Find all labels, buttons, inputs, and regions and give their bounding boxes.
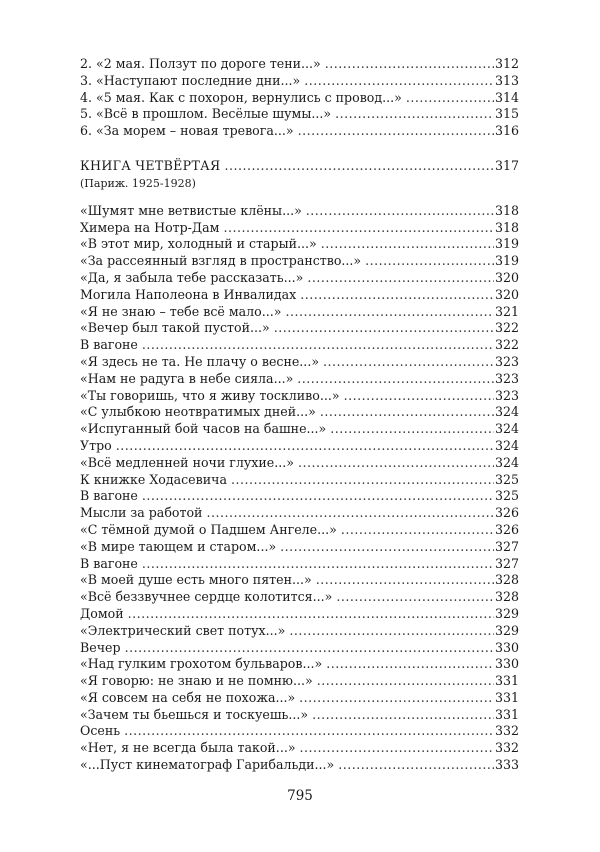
dot-leader bbox=[338, 757, 494, 774]
dot-leader bbox=[298, 123, 494, 140]
toc-entry-page: 320 bbox=[494, 286, 519, 302]
toc-entry bbox=[80, 337, 519, 354]
toc-entry-page: 332 bbox=[494, 740, 519, 756]
toc-entry-page: 328 bbox=[494, 589, 519, 605]
toc-entry-title: «Ты говоришь, что я живу тоскливо...» bbox=[80, 387, 340, 403]
dot-leader bbox=[326, 656, 494, 673]
toc-entry-title: Домой bbox=[80, 605, 124, 621]
dot-leader bbox=[300, 287, 494, 304]
toc-entry-page: 322 bbox=[494, 337, 519, 353]
toc-entry-page: 323 bbox=[494, 370, 519, 386]
toc-entry bbox=[80, 270, 519, 287]
toc-entry-title: «Я здесь не та. Не плачу о весне...» bbox=[80, 353, 320, 369]
toc-entry bbox=[80, 56, 519, 73]
toc-entry-title: 4. «5 мая. Как с похорон, вернулись с провод...» bbox=[80, 89, 402, 105]
toc-entry bbox=[80, 690, 519, 707]
toc-entry-title: «Всё беззвучнее сердце колотится...» bbox=[80, 589, 333, 605]
toc-entry bbox=[80, 371, 519, 388]
toc-entry-title: «В мире тающем и старом...» bbox=[80, 538, 277, 554]
table-of-contents bbox=[80, 56, 519, 774]
dot-leader bbox=[323, 354, 494, 371]
toc-entry-title: «Испуганный бой часов на башне...» bbox=[80, 421, 327, 437]
toc-entry-title: 6. «За морем – новая тревога...» bbox=[80, 123, 294, 139]
toc-entry-page: 313 bbox=[494, 72, 519, 88]
toc-entry-title: «С улыбкою неотвратимых дней...» bbox=[80, 404, 316, 420]
toc-entry-title: «Я совсем на себя не похожа...» bbox=[80, 689, 296, 705]
dot-leader bbox=[125, 640, 494, 657]
toc-entry-title: 5. «Всё в прошлом. Весёлые шумы...» bbox=[80, 106, 332, 122]
toc-entry bbox=[80, 455, 519, 472]
toc-entry-page: 325 bbox=[494, 488, 519, 504]
dot-leader bbox=[223, 220, 493, 237]
toc-entry-page: 323 bbox=[494, 353, 519, 369]
toc-entry bbox=[80, 421, 519, 438]
toc-entry-title: «Шумят мне ветвистые клёны...» bbox=[80, 202, 302, 218]
toc-entry-page: 319 bbox=[494, 253, 519, 269]
toc-entry-page: 331 bbox=[494, 673, 519, 689]
toc-entry-title: «Вечер был такой пустой...» bbox=[80, 320, 270, 336]
toc-entry-title: «Я не знаю – тебе всё мало...» bbox=[80, 303, 282, 319]
dot-leader bbox=[297, 371, 494, 388]
toc-entry-page: 329 bbox=[494, 622, 519, 638]
dot-leader bbox=[280, 539, 494, 556]
dot-leader bbox=[128, 606, 494, 623]
toc-entry-page: 318 bbox=[494, 219, 519, 235]
toc-entry bbox=[80, 572, 519, 589]
dot-leader bbox=[142, 337, 494, 354]
dot-leader bbox=[224, 158, 494, 175]
toc-entry-title: «С тёмной думой о Падшем Ангеле...» bbox=[80, 521, 337, 537]
toc-entry bbox=[80, 505, 519, 522]
toc-entry bbox=[80, 438, 519, 455]
toc-entry-page: 314 bbox=[494, 89, 519, 105]
toc-entry-page: 327 bbox=[494, 555, 519, 571]
toc-entry-title: «Электрический свет потух...» bbox=[80, 622, 286, 638]
toc-entry-page: 319 bbox=[494, 236, 519, 252]
toc-entry bbox=[80, 220, 519, 237]
toc-entry bbox=[80, 106, 519, 123]
dot-leader bbox=[289, 623, 494, 640]
dot-leader bbox=[206, 505, 494, 522]
toc-entry-page: 326 bbox=[494, 505, 519, 521]
toc-entry-title: Утро bbox=[80, 437, 112, 453]
toc-entry-page: 324 bbox=[494, 421, 519, 437]
toc-entry-title: «В этот мир, холодный и старый...» bbox=[80, 236, 317, 252]
dot-leader bbox=[124, 723, 494, 740]
toc-entry bbox=[80, 640, 519, 657]
dot-leader bbox=[316, 572, 494, 589]
toc-entry-page: 324 bbox=[494, 454, 519, 470]
toc-entry bbox=[80, 488, 519, 505]
toc-entry-page: 318 bbox=[494, 202, 519, 218]
toc-entry-title: «Всё медленней ночи глухие...» bbox=[80, 454, 294, 470]
toc-entry-page: 329 bbox=[494, 605, 519, 621]
toc-entry-page: 320 bbox=[494, 269, 519, 285]
dot-leader bbox=[335, 106, 494, 123]
dot-leader bbox=[307, 270, 494, 287]
toc-entry bbox=[80, 723, 519, 740]
toc-entry-page: 316 bbox=[494, 123, 519, 139]
toc-entry bbox=[80, 203, 519, 220]
toc-entry-page: 327 bbox=[494, 538, 519, 554]
toc-section-previous-book bbox=[80, 56, 519, 140]
toc-entry-title: К книжке Ходасевича bbox=[80, 471, 227, 487]
toc-entry-title: Химера на Нотр-Дам bbox=[80, 219, 220, 235]
dot-leader bbox=[231, 472, 494, 489]
dot-leader bbox=[285, 304, 494, 321]
dot-leader bbox=[325, 56, 494, 73]
toc-entry bbox=[80, 472, 519, 489]
toc-entry-page: 325 bbox=[494, 471, 519, 487]
dot-leader bbox=[330, 421, 494, 438]
toc-entry-page: 331 bbox=[494, 689, 519, 705]
dot-leader bbox=[298, 455, 494, 472]
toc-entry-page: 324 bbox=[494, 404, 519, 420]
dot-leader bbox=[317, 673, 494, 690]
toc-entry-page: 312 bbox=[494, 56, 519, 71]
toc-entry-title: В вагоне bbox=[80, 488, 138, 504]
toc-entry bbox=[80, 522, 519, 539]
toc-entry-title: Мысли за работой bbox=[80, 505, 203, 521]
toc-entry-title: Могила Наполеона в Инвалидах bbox=[80, 286, 297, 302]
toc-entry bbox=[80, 757, 519, 774]
toc-entry-page: 331 bbox=[494, 706, 519, 722]
toc-entry-title: В вагоне bbox=[80, 555, 138, 571]
toc-entry bbox=[80, 388, 519, 405]
toc-entry bbox=[80, 539, 519, 556]
toc-entry bbox=[80, 253, 519, 270]
book-title: КНИГА ЧЕТВЁРТАЯ bbox=[80, 157, 221, 173]
dot-leader bbox=[312, 707, 494, 724]
toc-entry-page: 332 bbox=[494, 723, 519, 739]
toc-entry-title: «Над гулким грохотом бульваров...» bbox=[80, 656, 323, 672]
toc-entry-title: Осень bbox=[80, 723, 121, 739]
dot-leader bbox=[365, 253, 494, 270]
toc-entry-page: 326 bbox=[494, 521, 519, 537]
toc-entry bbox=[80, 354, 519, 371]
book-subtitle: (Париж. 1925-1928) bbox=[80, 176, 196, 190]
page-number: 795 bbox=[287, 788, 313, 804]
dot-leader bbox=[406, 90, 494, 107]
dot-leader bbox=[142, 556, 494, 573]
toc-entry-title: «Зачем ты бьешься и тоскуешь...» bbox=[80, 706, 309, 722]
dot-leader bbox=[116, 438, 494, 455]
toc-entry-page: 323 bbox=[494, 387, 519, 403]
toc-entry-page: 328 bbox=[494, 572, 519, 588]
toc-entry-title: Вечер bbox=[80, 639, 121, 655]
toc-entry bbox=[80, 707, 519, 724]
toc-section-book-four bbox=[80, 203, 519, 774]
toc-entry bbox=[80, 90, 519, 107]
toc-entry-page: 322 bbox=[494, 320, 519, 336]
toc-entry-title: В вагоне bbox=[80, 337, 138, 353]
toc-entry-title: «Нет, я не всегда была такой...» bbox=[80, 740, 296, 756]
toc-entry-page: 321 bbox=[494, 303, 519, 319]
dot-leader bbox=[336, 589, 494, 606]
toc-entry bbox=[80, 673, 519, 690]
toc-entry-page: 330 bbox=[494, 656, 519, 672]
toc-entry-title: «Я говорю: не знаю и не помню...» bbox=[80, 673, 313, 689]
toc-entry bbox=[80, 606, 519, 623]
toc-entry bbox=[80, 304, 519, 321]
toc-entry-page: 330 bbox=[494, 639, 519, 655]
toc-entry-title: «В моей душе есть много пятен...» bbox=[80, 572, 312, 588]
dot-leader bbox=[142, 488, 494, 505]
dot-leader bbox=[300, 740, 494, 757]
toc-entry bbox=[80, 556, 519, 573]
dot-leader bbox=[299, 690, 494, 707]
toc-entry-title: 2. «2 мая. Ползут по дороге тени...» bbox=[80, 56, 321, 71]
toc-entry-title: 3. «Наступают последние дни...» bbox=[80, 72, 301, 88]
toc-entry-title: «За рассеянный взгляд в пространство...» bbox=[80, 253, 362, 269]
toc-entry-page: 315 bbox=[494, 106, 519, 122]
toc-entry bbox=[80, 73, 519, 90]
toc-entry-page: 333 bbox=[494, 757, 519, 773]
toc-entry bbox=[80, 287, 519, 304]
dot-leader bbox=[304, 73, 494, 90]
toc-entry bbox=[80, 589, 519, 606]
dot-leader bbox=[306, 203, 494, 220]
toc-entry bbox=[80, 656, 519, 673]
book-page-number: 317 bbox=[494, 157, 519, 173]
dot-leader bbox=[274, 320, 494, 337]
toc-entry-title: «Нам не радуга в небе сияла...» bbox=[80, 370, 294, 386]
toc-entry bbox=[80, 404, 519, 421]
book-heading-row bbox=[80, 158, 519, 175]
toc-entry bbox=[80, 123, 519, 140]
toc-entry bbox=[80, 236, 519, 253]
toc-entry-title: «...Пуст кинематограф Гарибальди...» bbox=[80, 757, 335, 773]
dot-leader bbox=[321, 236, 494, 253]
toc-entry bbox=[80, 623, 519, 640]
toc-entry bbox=[80, 740, 519, 757]
toc-entry bbox=[80, 320, 519, 337]
dot-leader bbox=[341, 522, 494, 539]
toc-entry-page: 324 bbox=[494, 437, 519, 453]
dot-leader bbox=[344, 388, 494, 405]
dot-leader bbox=[320, 404, 494, 421]
toc-entry-title: «Да, я забыла тебе рассказать...» bbox=[80, 269, 304, 285]
